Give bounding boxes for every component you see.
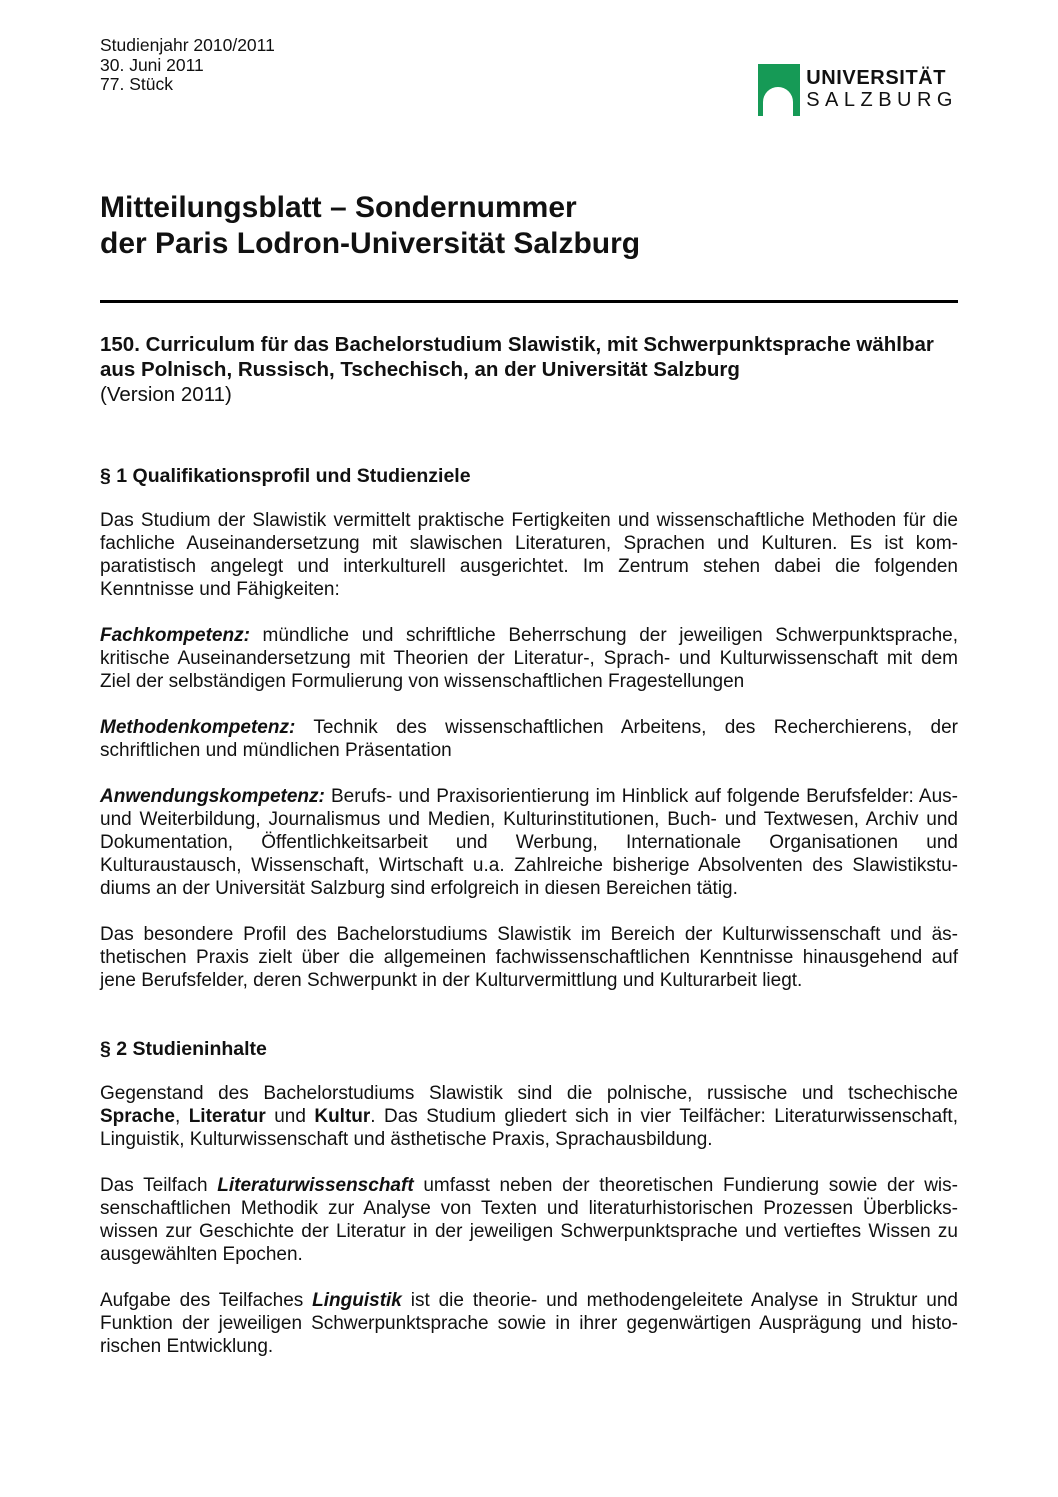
logo-salzburg-label: SALZBURG: [806, 89, 958, 111]
university-logo-text: [806, 67, 958, 111]
issue-info: [100, 36, 275, 95]
doc-heading-version: (Version 2011): [100, 383, 232, 406]
doc-heading-text: 150. Curriculum für das Bachelorstudium Slawistik, mit Schwerpunktsprache wählbar aus Polnisch, Russisch, Tschechisch, an der Universität Salzburg: [100, 333, 934, 381]
paragraph: [100, 1289, 958, 1358]
text-run: Das Teilfach: [100, 1175, 218, 1196]
issue-info-date: 30. Juni 2011: [100, 54, 204, 75]
text-run: Gegenstand des Bachelorstudiums Slawistik sind die polnische, russische und tschechische: [100, 1083, 958, 1104]
text-run: Das Studium der Slawistik vermittelt praktische Fertigkeiten und wissenschaftliche Methoden für die fachliche Auseinandersetzung mit slawischen Literaturen, Sprachen und Kulturen. Es ist komparatistisch angelegt und interkulturell ausgerichtet. Im Zentrum stehen dabei die folgenden Kenntnisse und Fähigkeiten:: [100, 510, 958, 600]
university-logo-mark-icon: [758, 64, 800, 116]
logo-arch-icon: [763, 87, 793, 116]
divider-rule: [100, 300, 958, 303]
text-run: und: [265, 1106, 315, 1127]
section-heading: § 2 Studieninhalte: [100, 1038, 267, 1060]
paragraph: [100, 1174, 958, 1266]
bold-run: Sprache: [100, 1106, 175, 1127]
bold-run: Literatur: [188, 1106, 266, 1127]
bold-run: Kultur: [314, 1106, 371, 1127]
text-run: mündliche und schriftliche Beherrschung der jeweiligen Schwerpunktsprache, kritische Auseinandersetzung mit Theorien der Literatur-, Sprach- und Kulturwissenschaft mit dem Ziel der selbständigen Formulierung von wissenschaftlichen Fragestellungen: [100, 625, 958, 692]
section-heading: § 1 Qualifikationsprofil und Studienziele: [100, 465, 471, 487]
lead-emphasis-run: Fachkompetenz:: [100, 625, 250, 646]
issue-info-stueck: 77. Stück: [100, 74, 173, 94]
page-title-line1: Mitteilungsblatt – Sondernummer: [100, 191, 577, 224]
logo-universitaet-label: UNIVERSITÄT: [806, 67, 947, 89]
page-header: [100, 36, 958, 116]
university-logo: [758, 64, 958, 116]
document-body: [100, 465, 958, 1358]
lead-emphasis-run: Literaturwissenschaft: [217, 1175, 414, 1196]
lead-emphasis-run: Methodenkompetenz:: [100, 717, 296, 738]
text-run: Berufs- und Praxisorientierung im Hinblick auf folgende Berufsfelder: Aus- und Weiterbildung, Journalismus und Medien, Kulturinstitutionen, Buch- und Textwesen, Archiv und Dokumentation, Öffentlichkeitsarbeit und Werbung, Internationale Organisationen und Kulturaustausch, Wissenschaft, Wirtschaft u.a. Zahlreiche bisherige Absolventen des Slawistikstudiums an der Universität Salzburg sind erfolgreich in diesen Bereichen tätig.: [100, 786, 958, 899]
lead-emphasis-run: Linguistik: [312, 1290, 402, 1311]
issue-info-studienjahr: Studienjahr 2010/2011: [100, 35, 275, 55]
text-run: umfasst neben der theoretischen Fundierung sowie der wissenschaftlichen Methodik zur Analyse von Texten und literaturhistorischen Prozessen Überblickswissen zur Geschichte der Literatur in der jeweiligen Schwerpunktsprache und vertieftes Wissen zu ausgewählten Epochen.: [100, 1175, 958, 1265]
paragraph: [100, 923, 958, 992]
paragraph: [100, 1082, 958, 1151]
paragraph: [100, 716, 958, 762]
page-title-line2: der Paris Lodron-Universität Salzburg: [100, 227, 641, 260]
text-run: Aufgabe des Teilfaches: [100, 1290, 313, 1311]
doc-heading: [100, 332, 958, 407]
text-run: Technik des wissenschaftlichen Arbeitens, des Recherchierens, der schriftlichen und mündlichen Präsentation: [100, 717, 958, 761]
text-run: Das besondere Profil des Bachelorstudiums Slawistik im Bereich der Kulturwissenschaft und ästhetischen Praxis zielt über die allgemeinen fachwissenschaftlichen Kenntnisse hinausgehend auf jene Berufsfelder, deren Schwerpunkt in der Kulturvermittlung und Kulturarbeit liegt.: [100, 924, 958, 991]
page-title: [100, 190, 958, 262]
paragraph: [100, 624, 958, 693]
lead-emphasis-run: Anwendungskompetenz:: [100, 786, 325, 807]
paragraph: [100, 785, 958, 900]
text-run: . Das Studium gliedert sich in vier Teilfächer: Literaturwissenschaft, Linguistik, Kulturwissenschaft und ästhetische Praxis, Sprachausbildung.: [100, 1106, 958, 1150]
paragraph: [100, 509, 958, 601]
text-run: ist die theorie- und methodengeleitete Analyse in Struktur und Funktion der jeweiligen Schwerpunktsprache sowie in ihrer gegenwärtigen Ausprägung und historischen Entwicklung.: [100, 1290, 958, 1357]
text-run: ,: [174, 1106, 189, 1127]
